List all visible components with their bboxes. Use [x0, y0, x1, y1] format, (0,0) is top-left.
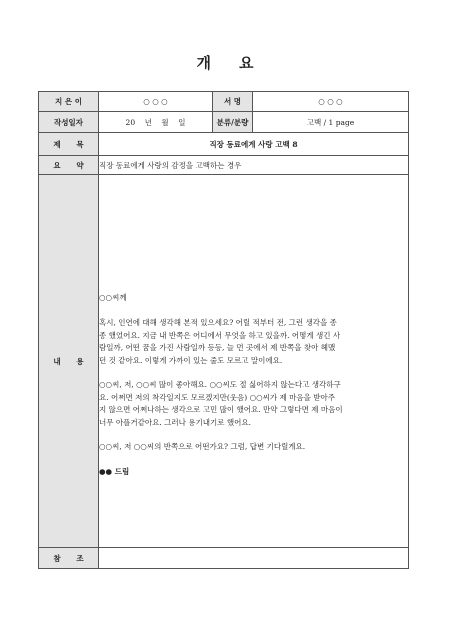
summary-value: 직장 동료에게 사랑의 감정을 고백하는 경우	[99, 156, 409, 175]
category-label: 분류/분량	[213, 112, 253, 133]
letter-para2-line2: 요. 어쩌면 저의 착각일지도 모르겠지만(웃음) ○○씨가 제 마음을 받아주	[99, 392, 336, 402]
sign-value: ○ ○ ○	[253, 92, 409, 112]
letter-para1-line4: 던 것 같아요. 이렇게 가까이 있는 줄도 모르고 말이에요.	[99, 355, 283, 365]
date-label: 작성일자	[39, 112, 99, 133]
content-body	[99, 175, 409, 548]
letter-para3: ○○씨, 저 ○○씨의 반쪽으로 어떤가요? 그럼, 답변 기다릴게요.	[99, 442, 306, 452]
letter-para2-line1: ○○씨, 저, ○○씨 많이 좋아해요. ○○씨도 절 싫어하지 않는다고 생각하구	[99, 380, 341, 390]
page-title-char-1: 개	[196, 54, 211, 72]
sign-label: 서 명	[213, 92, 253, 112]
author-value: ○ ○ ○	[99, 92, 213, 112]
letter-greeting: ○○씨께	[99, 293, 127, 303]
summary-label: 요 약	[39, 156, 99, 175]
letter-para1-line1: 혹시, 인연에 대해 생각해 본적 있으세요? 어릴 적부터 전, 그런 생각을 종	[99, 318, 337, 328]
letter-para1-line3: 람일까, 어떤 꿈을 가진 사람일까 등등, 늘 먼 곳에서 제 반쪽을 찾아 헤맸	[99, 343, 336, 353]
content-label: 내 용	[39, 175, 99, 548]
letter-para2-line4: 너무 아플거같아요. 그러나 용기내기로 했어요.	[99, 417, 251, 427]
subject-value: 직장 동료에게 사랑 고백 8	[99, 133, 409, 156]
page-title	[0, 52, 450, 73]
letter-closing: ●● 드림	[99, 467, 130, 477]
page-title-char-2: 요	[239, 54, 254, 72]
reference-value	[99, 548, 409, 569]
category-value: 고백 / 1 page	[253, 112, 409, 133]
subject-label: 제 목	[39, 133, 99, 156]
letter-para1-line2: 종 했었어요. 지금 내 반쪽은 어디에서 무엇을 하고 있을까. 어떻게 생긴 사	[99, 330, 341, 340]
summary-form-table	[38, 91, 409, 569]
reference-label: 참 조	[39, 548, 99, 569]
author-label: 지 은 이	[39, 92, 99, 112]
date-value: 20 년 월 일	[99, 112, 213, 133]
letter-para2-line3: 지 않으면 어쩌나하는 생각으로 고민 많이 했어요. 만약 그렇다면 제 마음이	[99, 405, 343, 415]
